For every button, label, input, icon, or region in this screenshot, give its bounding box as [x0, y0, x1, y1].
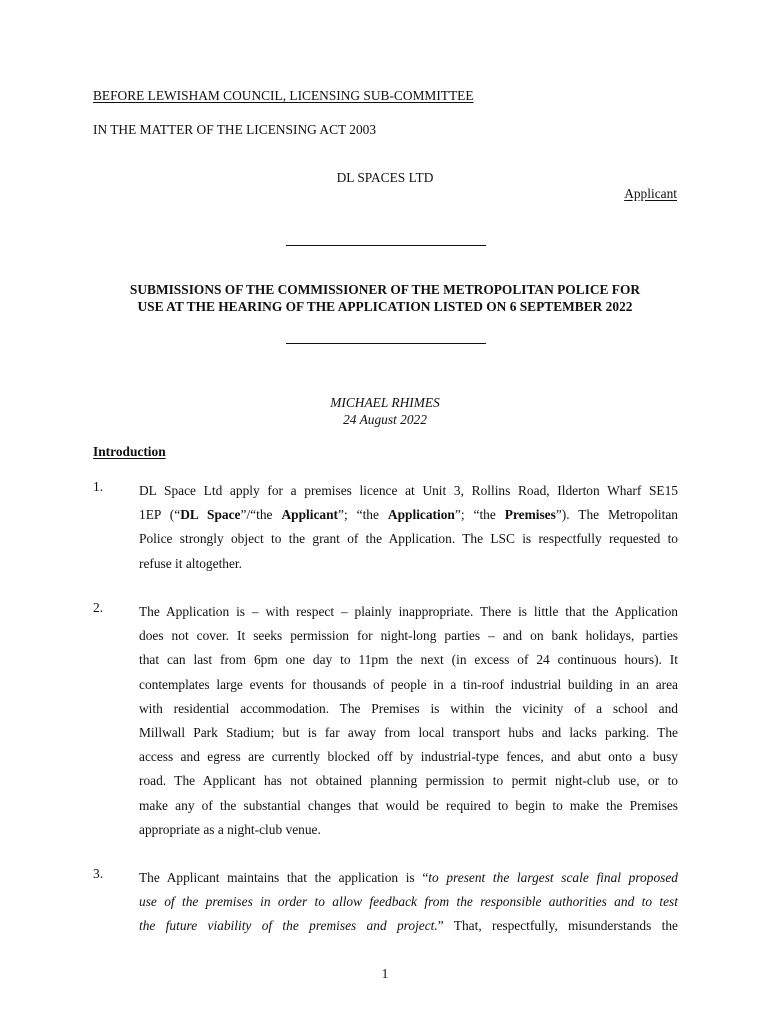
tribunal-heading: BEFORE LEWISHAM COUNCIL, LICENSING SUB-COMMITTEE	[93, 88, 474, 103]
document-title-line-2: USE AT THE HEARING OF THE APPLICATION LISTED ON 6 SEPTEMBER 2022	[137, 299, 633, 314]
paragraph-line: 1EP (“DL Space”/“the Applicant”; “the Application”; “the Premises”). The Metropolitan	[139, 507, 679, 523]
paragraph-number: 3.	[93, 866, 104, 881]
page-number: 1	[381, 966, 389, 981]
paragraph-line: the future viability of the premises and project.” That, respectfully, misunderstands the	[139, 918, 678, 934]
paragraph-line: appropriate as a night-club venue.	[139, 821, 321, 837]
paragraph-line: with residential accommodation. The Premises is within the vicinity of a school and	[139, 700, 678, 716]
document-title	[80, 281, 690, 315]
paragraph-line: DL Space Ltd apply for a premises licence at Unit 3, Rollins Road, Ilderton Wharf SE15	[139, 483, 678, 498]
matter-heading: IN THE MATTER OF THE LICENSING ACT 2003	[93, 122, 377, 137]
paragraph-line: does not cover. It seeks permission for night-long parties – and on bank holidays, parties	[139, 628, 678, 644]
paragraph-line: road. The Applicant has not obtained planning permission to permit night-club use, or to	[139, 773, 678, 789]
party-role: Applicant	[624, 186, 677, 201]
paragraph-line: The Applicant maintains that the application is “to present the largest scale final proposed	[139, 870, 678, 885]
author-name: MICHAEL RHIMES	[330, 395, 440, 410]
paragraph-body	[139, 866, 678, 939]
party-name: DL SPACES LTD	[336, 170, 434, 185]
document-title-line-1: SUBMISSIONS OF THE COMMISSIONER OF THE METROPOLITAN POLICE FOR	[129, 282, 641, 297]
paragraph-line: use of the premises in order to allow feedback from the responsible authorities and to test	[139, 894, 678, 910]
paragraph-line: that can last from 6pm one day to 11pm the next (in excess of 24 continuous hours). It	[139, 652, 678, 668]
paragraph-line: Police strongly object to the grant of the Application. The LSC is respectfully requested to	[139, 531, 678, 547]
author-date: 24 August 2022	[343, 412, 427, 427]
divider-bottom	[286, 343, 486, 344]
paragraph-line: Millwall Park Stadium; but is far away from local transport hubs and lacks parking. The	[139, 724, 678, 740]
divider-top	[286, 245, 486, 246]
paragraph-line: The Application is – with respect – plainly inappropriate. There is little that the Application	[139, 604, 678, 619]
author-block	[285, 394, 485, 428]
paragraph-line: make any of the substantial changes that would be required to begin to make the Premises	[139, 797, 678, 813]
paragraph-number: 2.	[93, 600, 104, 615]
section-heading: Introduction	[93, 444, 166, 459]
paragraph-body	[139, 479, 678, 576]
paragraph-body	[139, 600, 678, 842]
paragraph-line: access and egress are currently blocked off by industrial-type fences, and abut onto a busy	[139, 749, 678, 765]
paragraph-line: contemplates large events for thousands of people in a tin-roof industrial building in an area	[139, 676, 678, 692]
paragraph-number: 1.	[93, 479, 104, 494]
paragraph-line: refuse it altogether.	[139, 555, 242, 571]
